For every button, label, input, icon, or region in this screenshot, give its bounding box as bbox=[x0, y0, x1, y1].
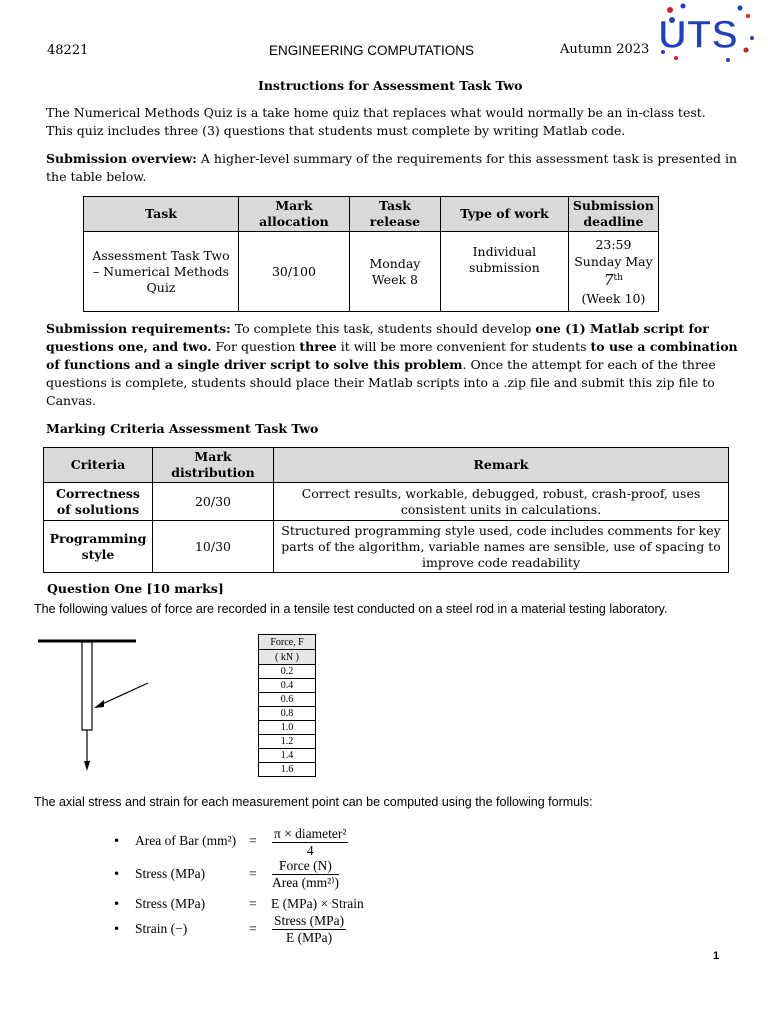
cell-deadline: 23:59 Sunday May 7th (Week 10) bbox=[568, 232, 658, 312]
intro-line-1: The Numerical Methods Quiz is a take home quiz that replaces what would normally be an in-class test. bbox=[46, 105, 706, 120]
th-type: Type of work bbox=[440, 197, 568, 232]
bullet-2: • bbox=[113, 867, 121, 881]
formula-2-label: Stress (MPa) bbox=[135, 866, 206, 881]
th-deadline: Submission deadline bbox=[568, 197, 658, 232]
question-one-text: The following values of force are recorded in a tensile test conducted on a steel rod in a material testing laboratory. bbox=[34, 602, 668, 616]
formula-3-label: Stress (MPa) bbox=[135, 896, 206, 911]
criteria-title: Marking Criteria Assessment Task Two bbox=[46, 421, 319, 436]
formula-2-fraction: Force (N) Area (mm²⁾) bbox=[272, 858, 339, 890]
th-mark: Mark allocation bbox=[238, 197, 349, 232]
force-value: 0.2 bbox=[259, 665, 316, 679]
page-number: 1 bbox=[713, 950, 720, 962]
force-value: 0.8 bbox=[259, 707, 316, 721]
requirements-line-3: of functions and a single driver script to solve this problem. Once the attempt for each of the three bbox=[46, 357, 716, 372]
pointer-arrow-icon bbox=[94, 700, 104, 708]
force-value: 0.6 bbox=[259, 693, 316, 707]
uts-logo bbox=[648, 0, 758, 70]
force-value: 1.6 bbox=[259, 763, 316, 777]
force-header: Force, F bbox=[259, 635, 316, 650]
formula-1-fraction: π × diameter² 4 bbox=[274, 826, 347, 858]
table-row: Programming style 10/30 Structured programming style used, code includes comments for key parts of the algorithm, variable names are sensible, use of spacing to improve code readability bbox=[44, 521, 729, 573]
bullet-3: • bbox=[113, 897, 121, 911]
task-table bbox=[83, 196, 659, 312]
course-code: 48221 bbox=[47, 43, 89, 58]
cell-task: Assessment Task Two – Numerical Methods Quiz bbox=[84, 232, 239, 312]
bullet-1: • bbox=[113, 834, 121, 848]
cell-type: Individual submission bbox=[440, 232, 568, 312]
requirements-line-5: Canvas. bbox=[46, 393, 96, 408]
formula-2-eq: = bbox=[249, 866, 257, 881]
formula-4-fraction: Stress (MPa) E (MPa) bbox=[274, 913, 345, 945]
page-title: Instructions for Assessment Task Two bbox=[258, 78, 523, 93]
th-task: Task bbox=[84, 197, 239, 232]
force-value: 1.2 bbox=[259, 735, 316, 749]
course-title: ENGINEERING COMPUTATIONS bbox=[269, 43, 475, 58]
force-arrow-icon bbox=[84, 761, 90, 771]
pointer-line bbox=[100, 683, 148, 705]
bullet-4: • bbox=[113, 922, 121, 936]
formula-4-eq: = bbox=[249, 921, 257, 936]
th-distribution: Mark distribution bbox=[153, 448, 274, 483]
term: Autumn 2023 bbox=[560, 42, 650, 57]
criteria-table bbox=[43, 447, 729, 573]
overview-line-2: the table below. bbox=[46, 169, 147, 184]
formula-3-rhs: E (MPa) × Strain bbox=[271, 896, 364, 911]
formula-1-eq: = bbox=[249, 833, 257, 848]
formula-4-label: Strain (−) bbox=[135, 921, 188, 936]
force-unit: ( kN ) bbox=[259, 650, 316, 665]
formula-intro: The axial stress and strain for each measurement point can be computed using the following formuls: bbox=[34, 795, 593, 809]
requirements-line-2: questions one, and two. For question three it will be more convenient for students to use a combination bbox=[46, 339, 738, 354]
tensile-rod-diagram bbox=[38, 633, 158, 778]
steel-rod bbox=[82, 642, 92, 730]
table-row: Correctness of solutions 20/30 Correct results, workable, debugged, robust, crash-proof, uses consistent units in calculations. bbox=[44, 483, 729, 521]
overview-paragraph: Submission overview: A higher-level summary of the requirements for this assessment task is presented in bbox=[46, 151, 738, 166]
th-release: Task release bbox=[349, 197, 440, 232]
th-criteria: Criteria bbox=[44, 448, 153, 483]
formula-1-label: Area of Bar (mm²) bbox=[135, 833, 237, 848]
force-value: 1.4 bbox=[259, 749, 316, 763]
th-remark: Remark bbox=[274, 448, 729, 483]
formula-3-eq: = bbox=[249, 896, 257, 911]
question-one-title: Question One [10 marks] bbox=[47, 581, 224, 596]
force-value: 0.4 bbox=[259, 679, 316, 693]
requirements-line-1: Submission requirements: To complete this task, students should develop one (1) Matlab script for bbox=[46, 321, 709, 336]
force-table bbox=[258, 634, 316, 777]
force-value: 1.0 bbox=[259, 721, 316, 735]
uts-logo-text: UTS bbox=[658, 13, 738, 57]
cell-release: Monday Week 8 bbox=[349, 232, 440, 312]
intro-line-2: This quiz includes three (3) questions that students must complete by writing Matlab code. bbox=[46, 123, 626, 138]
cell-mark: 30/100 bbox=[238, 232, 349, 312]
requirements-line-4: questions is complete, students should place their Matlab scripts into a .zip file and submit this zip file to bbox=[46, 375, 715, 390]
